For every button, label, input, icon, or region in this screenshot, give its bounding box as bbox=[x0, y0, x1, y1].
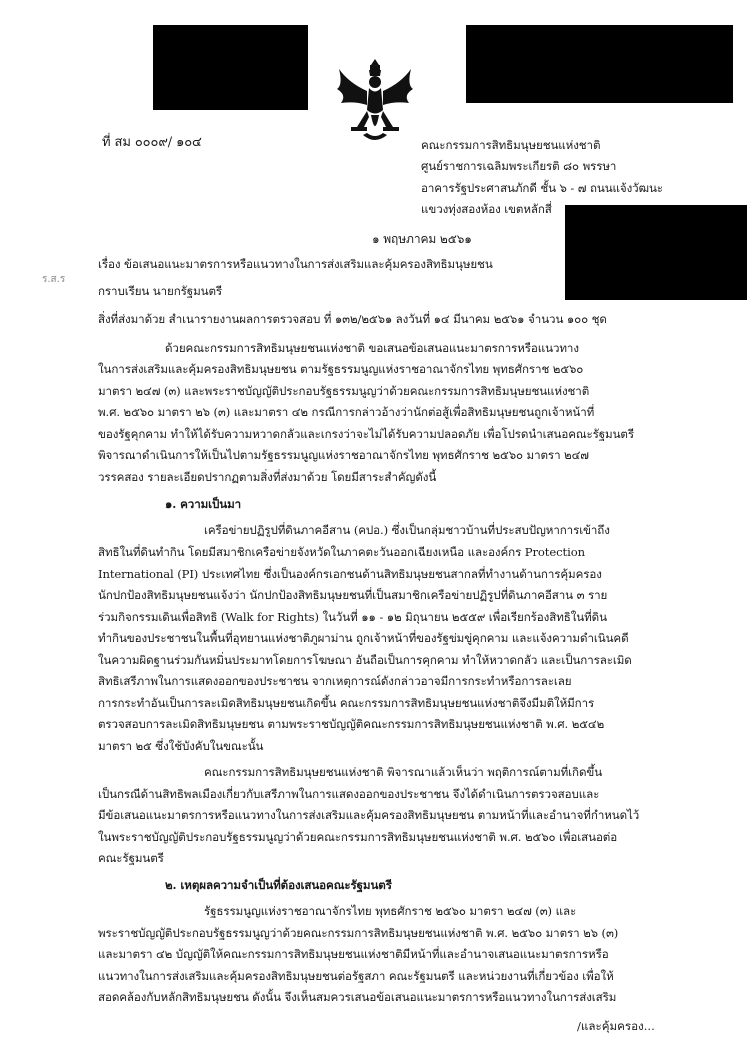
section-2-para-line: แนวทางในการส่งเสริมและคุ้มครองสิทธิมนุษยชนต่อรัฐสภา คณะรัฐมนตรี และหน่วยงานที่เกี่ยวข้อง เพื่อให้ bbox=[98, 969, 614, 983]
org-address-line-1: คณะกรรมการสิทธิมนุษยชนแห่งชาติ bbox=[421, 138, 601, 152]
section-1-para2-line: เป็นกรณีด้านสิทธิพลเมืองเกี่ยวกับเสรีภาพในการแสดงออกของประชาชน จึงได้ดำเนินการตรวจสอบและ bbox=[98, 787, 600, 801]
section-2-para-line: และมาตรา ๔๒ บัญญัติให้คณะกรรมการสิทธิมนุษยชนแห่งชาติมีหน้าที่และอำนาจเสนอแนะมาตรการหรือ bbox=[98, 947, 609, 961]
section-1-para1-line: นักปกป้องสิทธิมนุษยชนแจ้งว่า นักปกป้องสิทธิมนุษยชนที่เป็นสมาชิกเครือข่ายปฏิรูปที่ดินภาคอีสาน ๓ ราย bbox=[98, 588, 608, 602]
section-1-para1-line: เครือข่ายปฏิรูปที่ดินภาคอีสาน (คปอ.) ซึ่งเป็นกลุ่มชาวบ้านที่ประสบปัญหาการเข้าถึง bbox=[204, 523, 610, 537]
section-1-para2-line: มีข้อเสนอแนะมาตรการหรือแนวทางในการส่งเสริมและคุ้มครองสิทธิมนุษยชน ตามหน้าที่และอำนาจที่กำหนดไว้ bbox=[98, 808, 640, 822]
section-1-para2-line: คณะกรรมการสิทธิมนุษยชนแห่งชาติ พิจารณาแล้วเห็นว่า พฤติการณ์ตามที่เกิดขึ้น bbox=[204, 765, 603, 779]
section-1-para1-line: ร่วมกิจกรรมเดินเพื่อสิทธิ (Walk for Rights) ในวันที่ ๑๑ - ๑๒ มิถุนายน ๒๕๕๙ เพื่อเรียกร้องสิทธิในที่ดิน bbox=[98, 610, 607, 624]
org-address-line-2: ศูนย์ราชการเฉลิมพระเกียรติ ๘๐ พรรษา bbox=[421, 159, 617, 173]
section-1-para1-line: ตรวจสอบการละเมิดสิทธิมนุษยชน ตามพระราชบัญญัติคณะกรรมการสิทธิมนุษยชนแห่งชาติ พ.ศ. ๒๕๔๒ bbox=[98, 717, 605, 731]
redaction-top-right bbox=[466, 25, 733, 103]
document-date: ๑ พฤษภาคม ๒๕๖๑ bbox=[372, 232, 472, 246]
redaction-right-middle bbox=[565, 205, 747, 300]
document-number: ที่ สม ๐๐๐๙/ ๑๐๔ bbox=[102, 135, 202, 150]
section-1-para1-line: การกระทำอันเป็นการละเมิดสิทธิมนุษยชนเกิดขึ้น คณะกรรมการสิทธิมนุษยชนแห่งชาติจึงมีมติให้มีการ bbox=[98, 696, 595, 710]
intro-line: มาตรา ๒๔๗ (๓) และพระราชบัญญัติประกอบรัฐธรรมนูญว่าด้วยคณะกรรมการสิทธิมนุษยชนแห่งชาติ bbox=[98, 384, 590, 398]
intro-line: ด้วยคณะกรรมการสิทธิมนุษยชนแห่งชาติ ขอเสนอข้อเสนอแนะมาตรการหรือแนวทาง bbox=[165, 341, 579, 355]
subject-line: เรื่อง ข้อเสนอแนะมาตรการหรือแนวทางในการส่งเสริมและคุ้มครองสิทธิมนุษยชน bbox=[98, 257, 493, 271]
section-1-heading: ๑. ความเป็นมา bbox=[165, 497, 242, 511]
section-2-para-line: พระราชบัญญัติประกอบรัฐธรรมนูญว่าด้วยคณะกรรมการสิทธิมนุษยชนแห่งชาติ พ.ศ. ๒๕๖๐ มาตรา ๒๖ (๓) bbox=[98, 926, 619, 940]
section-1-para1-line: ในความผิดฐานร่วมกันหมิ่นประมาทโดยการโฆษณา อันถือเป็นการคุกคาม ทำให้หวาดกลัว และเป็นการละเมิด bbox=[98, 653, 632, 667]
org-address-line-4: แขวงทุ่งสองห้อง เขตหลักสี่ bbox=[421, 202, 552, 216]
salutation-line: กราบเรียน นายกรัฐมนตรี bbox=[98, 284, 223, 298]
section-2-para-line: สอดคล้องกับหลักสิทธิมนุษยชน ดังนั้น จึงเห็นสมควรเสนอข้อเสนอแนะมาตรการหรือแนวทางในการส่งเสริม bbox=[98, 990, 617, 1004]
section-1-para1-line: สิทธิในที่ดินทำกิน โดยมีสมาชิกเครือข่ายจังหวัดในภาคตะวันออกเฉียงเหนือ และองค์กร Protection bbox=[98, 545, 585, 559]
section-1-para1-line: มาตรา ๒๕ ซึ่งใช้บังคับในขณะนั้น bbox=[98, 739, 264, 753]
intro-line: ในการส่งเสริมและคุ้มครองสิทธิมนุษยชน ตามรัฐธรรมนูญแห่งราชอาณาจักรไทย พุทธศักราช ๒๕๖๐ bbox=[98, 362, 584, 376]
org-address-line-3: อาคารรัฐประศาสนภักดี ชั้น ๖ - ๗ ถนนแจ้งวัฒนะ bbox=[421, 181, 663, 195]
intro-line: ของรัฐคุกคาม ทำให้ได้รับความหวาดกลัวและเกรงว่าจะไม่ได้รับความปลอดภัย เพื่อโปรดนำเสนอคณะรัฐมนตรี bbox=[98, 427, 634, 441]
section-1-para1-line: ทำกินของประชาชนในพื้นที่อุทยานแห่งชาติภูผาม่าน ถูกเจ้าหน้าที่ของรัฐข่มขู่คุกคาม และแจ้งความดำเนินคดี bbox=[98, 631, 629, 645]
intro-line: พ.ศ. ๒๕๖๐ มาตรา ๒๖ (๓) และมาตรา ๔๒ กรณีการกล่าวอ้างว่านักต่อสู้เพื่อสิทธิมนุษยชนถูกเจ้าหน้าที่ bbox=[98, 405, 595, 419]
intro-line: พิจารณาดำเนินการให้เป็นไปตามรัฐธรรมนูญแห่งราชอาณาจักรไทย พุทธศักราช ๒๕๖๐ มาตรา ๒๔๗ bbox=[98, 448, 589, 462]
intro-line: วรรคสอง รายละเอียดปรากฏตามสิ่งที่ส่งมาด้วย โดยมีสาระสำคัญดังนี้ bbox=[98, 470, 437, 484]
continuation-note: /และคุ้มครอง... bbox=[577, 1019, 655, 1033]
section-1-para1-line: สิทธิเสรีภาพในการแสดงออกของประชาชน จากเหตุการณ์ดังกล่าวอาจมีการกระทำหรือการละเลย bbox=[98, 674, 572, 688]
section-2-heading: ๒. เหตุผลความจำเป็นที่ต้องเสนอคณะรัฐมนตรี bbox=[165, 878, 392, 892]
garuda-emblem bbox=[333, 55, 418, 147]
handwritten-margin-note: ร.ส.ร bbox=[42, 274, 66, 285]
enclosure-line: สิ่งที่ส่งมาด้วย สำเนารายงานผลการตรวจสอบ ที่ ๑๓๒/๒๕๖๑ ลงวันที่ ๑๔ มีนาคม ๒๕๖๑ จำนวน ๑๐๐ ชุด bbox=[98, 312, 607, 326]
section-1-para2-line: ในพระราชบัญญัติประกอบรัฐธรรมนูญว่าด้วยคณะกรรมการสิทธิมนุษยชนแห่งชาติ พ.ศ. ๒๕๖๐ เพื่อเสนอต่อ bbox=[98, 830, 618, 844]
redaction-top-left bbox=[153, 25, 308, 110]
section-1-para1-line: International (PI) ประเทศไทย ซึ่งเป็นองค์กรเอกชนด้านสิทธิมนุษยชนสากลที่ทำงานด้านการคุ้มครอง bbox=[98, 567, 602, 581]
section-1-para2-line: คณะรัฐมนตรี bbox=[98, 851, 164, 865]
section-2-para-line: รัฐธรรมนูญแห่งราชอาณาจักรไทย พุทธศักราช ๒๕๖๐ มาตรา ๒๔๗ (๓) และ bbox=[204, 904, 577, 918]
